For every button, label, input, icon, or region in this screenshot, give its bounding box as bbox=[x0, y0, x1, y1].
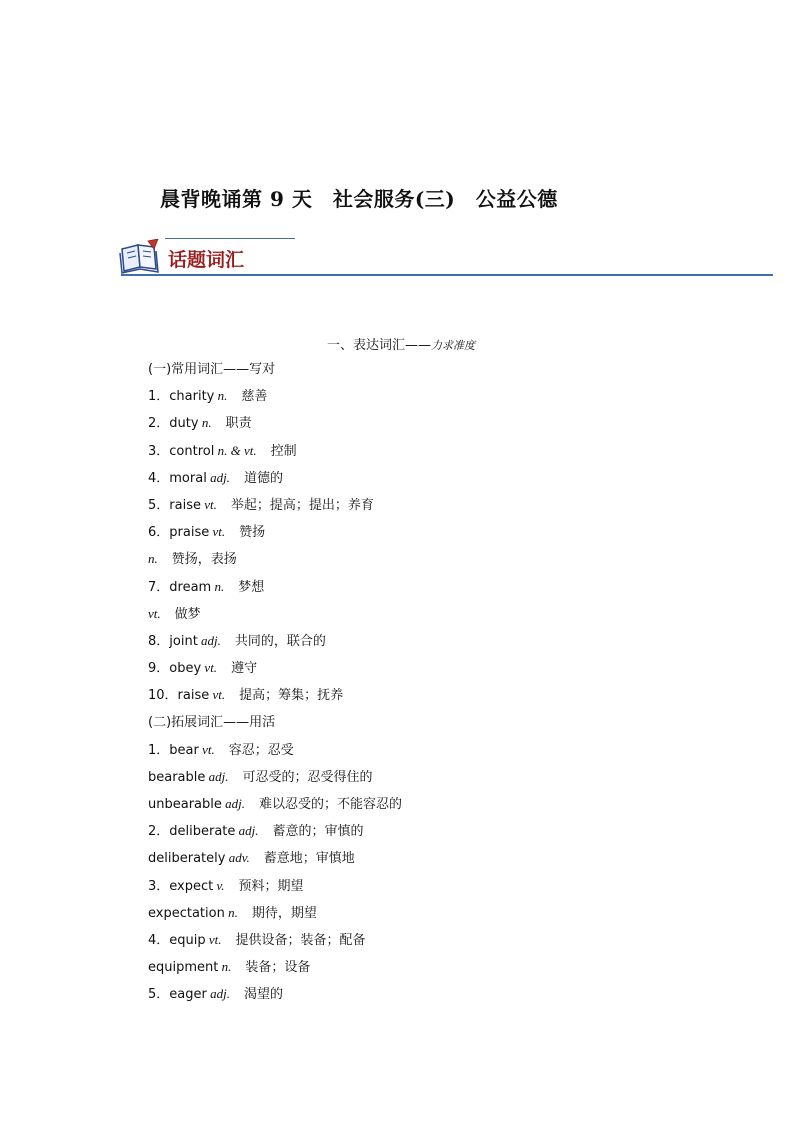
vocab-meaning: 做梦 bbox=[174, 606, 201, 622]
vocab-meaning: 梦想 bbox=[238, 579, 265, 595]
vocab-headword: unbearable bbox=[148, 797, 222, 812]
vocab-pos: n. & vt. bbox=[217, 442, 257, 458]
vocab-meaning: 渴望的 bbox=[243, 987, 283, 1003]
vocab-line bbox=[148, 521, 708, 548]
vocab-line bbox=[148, 902, 708, 929]
vocab-meaning: 道德的 bbox=[243, 470, 283, 486]
vocab-pos: adj. bbox=[201, 632, 221, 648]
vocab-pos: n. bbox=[148, 551, 158, 567]
vocab-pos: vt. bbox=[204, 496, 217, 512]
vocab-headword: 6．praise bbox=[148, 525, 210, 541]
vocab-headword: 2．duty bbox=[148, 416, 199, 432]
vocab-pos: adj. bbox=[238, 823, 259, 839]
page-title: 晨背晚诵第 9 天 社会服务(三) 公益公德 bbox=[160, 187, 558, 211]
vocab-meaning: 职责 bbox=[225, 416, 252, 432]
vocab-pos: n. bbox=[214, 578, 225, 594]
vocab-meaning: 提高；筹集；抚养 bbox=[239, 688, 344, 704]
vocab-meaning: 难以忍受的；不能容忍的 bbox=[259, 797, 403, 812]
vocab-line bbox=[148, 494, 708, 521]
vocab-meaning: 提供设备；装备；配备 bbox=[235, 932, 366, 948]
vocab-line bbox=[148, 739, 708, 766]
vocab-pos: adj. bbox=[208, 768, 229, 784]
vocab-meaning: 遵守 bbox=[231, 661, 258, 677]
vocab-headword: 10．raise bbox=[148, 688, 210, 704]
header-top-rule bbox=[165, 238, 295, 239]
vocab-meaning: 举起；提高；提出；养育 bbox=[230, 497, 374, 513]
vocab-meaning: 控制 bbox=[270, 443, 297, 459]
vocab-headword: bearable bbox=[148, 769, 206, 785]
vocab-meaning: 预料；期望 bbox=[238, 878, 304, 894]
vocab-pos: vt. bbox=[212, 524, 226, 540]
vocab-line bbox=[148, 875, 708, 902]
vocab-line bbox=[148, 385, 708, 412]
vocab-line bbox=[148, 358, 708, 385]
vocab-headword: 4．moral bbox=[148, 470, 207, 486]
vocab-headword: 8．joint bbox=[148, 633, 198, 649]
vocab-headword: 2．deliberate bbox=[148, 824, 236, 840]
vocab-meaning: 赞扬 bbox=[239, 525, 266, 541]
vocab-meaning: 慈善 bbox=[241, 389, 268, 405]
vocab-pos: vt. bbox=[202, 741, 215, 757]
vocab-line bbox=[148, 956, 708, 983]
vocab-headword: 3．control bbox=[148, 443, 215, 459]
vocab-headword: 5．raise bbox=[148, 497, 201, 513]
vocab-pos: n. bbox=[228, 904, 238, 920]
vocab-meaning: 共同的，联合的 bbox=[234, 633, 326, 649]
book-icon bbox=[118, 239, 162, 275]
vocab-list bbox=[148, 358, 708, 1011]
vocab-line bbox=[148, 603, 708, 630]
vocab-pos: n. bbox=[201, 415, 212, 431]
vocab-pos: adv. bbox=[228, 850, 250, 866]
vocab-headword: 9．obey bbox=[148, 661, 202, 677]
vocab-meaning: 蓄意地；审慎地 bbox=[263, 851, 355, 867]
vocab-line bbox=[148, 820, 708, 847]
vocab-line bbox=[148, 766, 708, 793]
vocab-pos: adj. bbox=[210, 469, 230, 485]
vocab-pos: vt. bbox=[204, 660, 218, 676]
vocab-line bbox=[148, 467, 708, 494]
vocab-headword: (一)常用词汇——写对 bbox=[148, 362, 276, 377]
vocab-pos: n. bbox=[221, 959, 232, 975]
vocab-meaning: 期待，期望 bbox=[251, 905, 317, 921]
vocab-headword: 3．expect bbox=[148, 878, 214, 894]
vocab-pos: adj. bbox=[210, 986, 230, 1002]
vocab-pos: vt. bbox=[148, 605, 161, 621]
vocab-headword: 7．dream bbox=[148, 579, 212, 595]
vocab-line bbox=[148, 929, 708, 956]
vocab-pos: vt. bbox=[212, 687, 226, 703]
vocab-line bbox=[148, 847, 708, 874]
vocab-headword: (二)拓展词汇——用活 bbox=[148, 715, 276, 731]
vocab-pos: vt. bbox=[208, 931, 222, 947]
vocab-headword: 1．charity bbox=[148, 389, 215, 405]
vocab-line bbox=[148, 793, 708, 820]
vocab-meaning: 可忍受的；忍受得住的 bbox=[242, 769, 373, 785]
vocab-headword: expectation bbox=[148, 905, 225, 921]
vocab-line bbox=[148, 684, 708, 711]
vocab-headword: equipment bbox=[148, 960, 219, 976]
vocab-meaning: 容忍；忍受 bbox=[228, 742, 294, 758]
vocab-line bbox=[148, 711, 708, 738]
vocab-line bbox=[148, 657, 708, 684]
subtitle-hint: 力求准度 bbox=[431, 339, 476, 352]
vocab-pos: adj. bbox=[225, 796, 245, 811]
vocab-line bbox=[148, 576, 708, 603]
section-header bbox=[118, 236, 773, 278]
vocab-meaning: 赞扬，表扬 bbox=[171, 552, 237, 568]
subtitle-main: 一、表达词汇—— bbox=[327, 338, 432, 353]
vocab-headword: deliberately bbox=[148, 851, 226, 867]
vocab-headword: 4．equip bbox=[148, 932, 206, 948]
vocab-line bbox=[148, 983, 708, 1010]
vocab-line bbox=[148, 440, 708, 467]
section-label: 话题词汇 bbox=[168, 249, 245, 271]
vocab-headword: 5．eager bbox=[148, 987, 207, 1003]
vocab-meaning: 蓄意的；审慎的 bbox=[272, 824, 364, 840]
vocab-pos: n. bbox=[217, 388, 228, 404]
vocab-line bbox=[148, 412, 708, 439]
vocab-line bbox=[148, 548, 708, 575]
vocab-line bbox=[148, 630, 708, 657]
vocab-pos: v. bbox=[216, 877, 225, 893]
header-bottom-rule bbox=[121, 274, 773, 276]
vocab-meaning: 装备；设备 bbox=[245, 960, 311, 976]
subtitle bbox=[327, 334, 475, 353]
vocab-headword: 1．bear bbox=[148, 742, 199, 758]
